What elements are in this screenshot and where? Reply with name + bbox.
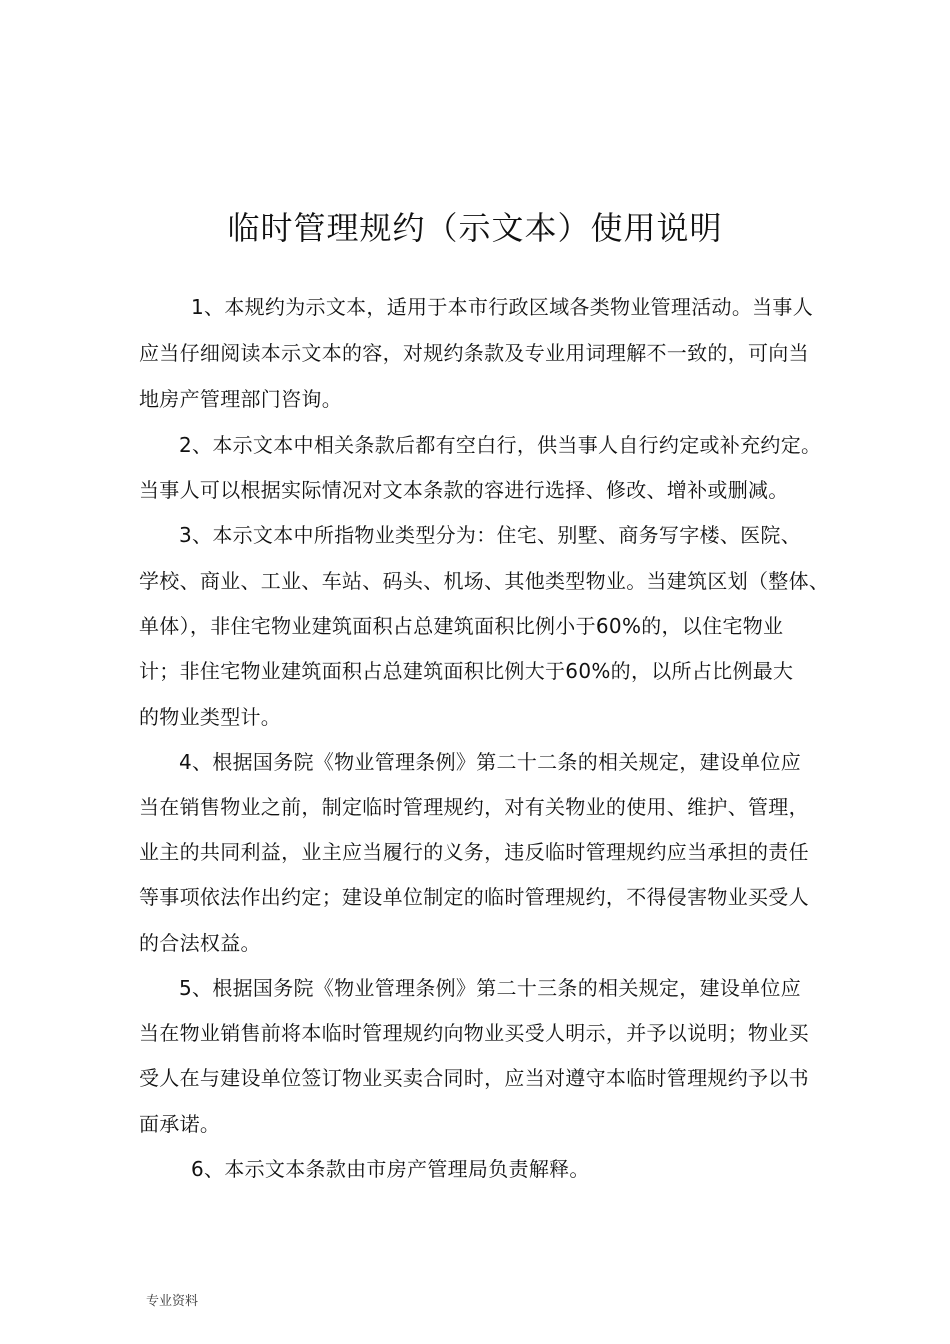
paragraph-3-line-4: 计；非住宅物业建筑面积占总建筑面积比例大于60%的，以所占比例最大	[139, 659, 794, 683]
paragraph-4-line-5: 的合法权益。	[139, 931, 261, 955]
paragraph-5-line-2: 当在物业销售前将本临时管理规约向物业买受人明示，并予以说明；物业买	[139, 1021, 809, 1045]
paragraph-1-line-2: 应当仔细阅读本示文本的容，对规约条款及专业用词理解不一致的，可向当	[139, 341, 809, 365]
paragraph-3-line-2: 学校、商业、工业、车站、码头、机场、其他类型物业。当建筑区划（整体、	[139, 569, 830, 593]
paragraph-1-line-3: 地房产管理部门咨询。	[139, 387, 342, 411]
paragraph-4-line-4: 等事项依法作出约定；建设单位制定的临时管理规约，不得侵害物业买受人	[139, 885, 809, 909]
paragraph-1-line-1: 1、本规约为示文本，适用于本市行政区域各类物业管理活动。当事人	[191, 295, 814, 319]
paragraph-4-line-3: 业主的共同利益，业主应当履行的义务，违反临时管理规约应当承担的责任	[139, 840, 809, 864]
paragraph-2-line-2: 当事人可以根据实际情况对文本条款的容进行选择、修改、增补或删减。	[139, 478, 789, 502]
paragraph-5-line-4: 面承诺。	[139, 1112, 221, 1136]
page-footer: 专业资料	[146, 1294, 199, 1309]
paragraph-3-line-3: 单体），非住宅物业建筑面积占总建筑面积比例小于60%的，以住宅物业	[139, 614, 784, 638]
paragraph-3-line-1: 3、本示文本中所指物业类型分为：住宅、别墅、商务写字楼、医院、	[179, 523, 802, 547]
paragraph-3-line-5: 的物业类型计。	[139, 705, 282, 729]
page-title: 临时管理规约（示文本）使用说明	[227, 209, 723, 247]
paragraph-6-line-1: 6、本示文本条款由市房产管理局负责解释。	[191, 1157, 590, 1181]
paragraph-4-line-1: 4、根据国务院《物业管理条例》第二十二条的相关规定，建设单位应	[179, 750, 802, 774]
paragraph-5-line-1: 5、根据国务院《物业管理条例》第二十三条的相关规定，建设单位应	[179, 976, 802, 1000]
paragraph-2-line-1: 2、本示文本中相关条款后都有空白行，供当事人自行约定或补充约定。	[179, 433, 822, 457]
paragraph-4-line-2: 当在销售物业之前，制定临时管理规约，对有关物业的使用、维护、管理，	[139, 795, 809, 819]
paragraph-5-line-3: 受人在与建设单位签订物业买卖合同时，应当对遵守本临时管理规约予以书	[139, 1066, 809, 1090]
